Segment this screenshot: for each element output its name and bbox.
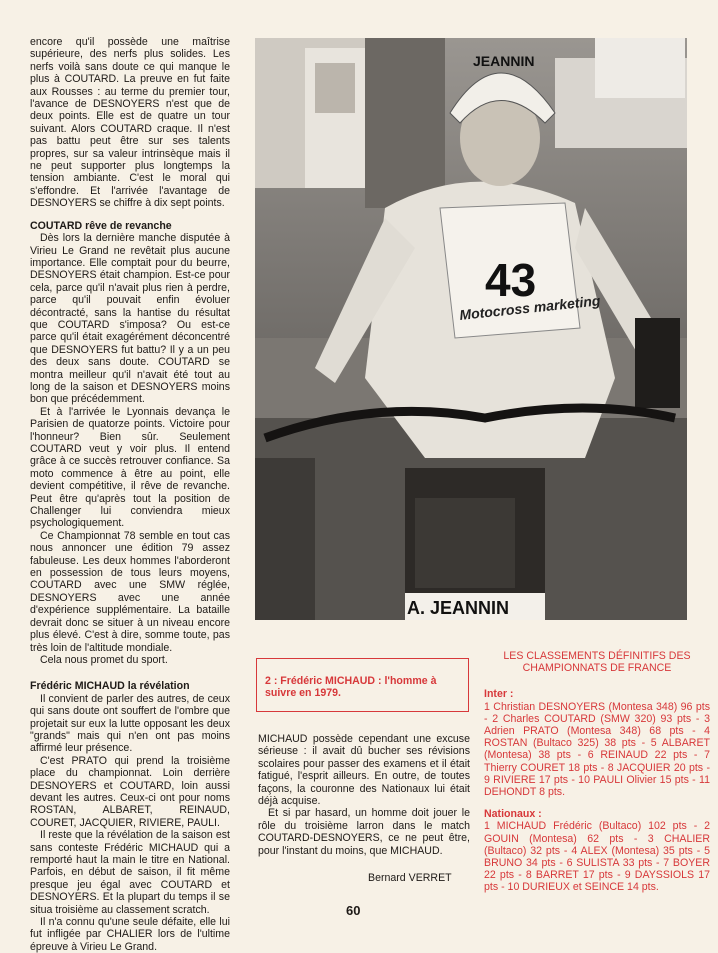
left-article-column [30, 36, 230, 953]
nationaux-results: 1 MICHAUD Frédéric (Bultaco) 102 pts - 2 GOUIN (Montesa) 62 pts - 3 CHALIER (Bultaco) 32 pts - 4 ALEX (Montesa) 35 pts - 5 BRUNO 34 pts - 6 SULISTA 33 pts - 7 BOYER 22 pts - 8 BARRET 17 pts - 9 DAYSSIOLS 17 pts - 10 DURIEUX et SEINCE 14 pts. [484, 820, 710, 894]
paragraph: Cela nous promet du sport. [40, 653, 168, 666]
intro-paragraph: encore qu'il possède une maîtrise supérieure, des nerfs plus solides. Les nerfs voilà sans doute ce qui manque le plus à COUTARD. La preuve en fut faite aux Rousses : au terme du premier tour, l'avance de DESNOYERS n'est que de deux points. Elle est de quatre un tour suivant. Alors COUTARD craque. Il n'est pas battu peut être sur ses talents propres, sur sa valeur intrinsèque mais il ne peut supporter plus longtemps la tension ambiante. C'est le moral qui s'effondre. Et l'arrivée l'avantage de DESNOYERS se chiffre à dix sept points. [30, 36, 230, 210]
rider-photo [255, 38, 687, 620]
inter-heading: Inter : [484, 688, 514, 701]
bib-number: 43 [485, 254, 537, 306]
paragraph: Dès lors la dernière manche disputée à Virieu Le Grand ne revêtait plus aucune importance. Elle comptait pour du beurre, DESNOYERS était champion. Est-ce pour cela, parce qu'il n'avait plus rien à perdre, parce qu'il pouvait enfin évoluer décontracté, sans la hantise du résultat que COUTARD s'imposa? Ou est-ce parce qu'il était exagérément déconcentré que DESNOYERS fut battu? Il y a un peu des deux sans doute. COUTARD se montra meilleur qu'il n'avait été tout au long de la saison et DESNOYERS moins bon que précédemment. [30, 232, 230, 406]
plate-text: A. JEANNIN [407, 598, 510, 618]
author-signature: Bernard VERRET [368, 872, 452, 884]
paragraph: Il convient de parler des autres, de ceux qui sans doute ont souffert de l'ombre que projetait sur eux la lutte opposant les deux "grands" mais qui n'en ont pas moins affirmé leur présence. [30, 692, 230, 755]
results-title: LES CLASSEMENTS DÉFINITIFS DES CHAMPIONNATS DE FRANCE [503, 650, 691, 675]
page-number: 60 [346, 903, 361, 918]
photo-caption-box [256, 658, 469, 712]
helmet-text: JEANNIN [473, 53, 535, 69]
inter-results: 1 Christian DESNOYERS (Montesa 348) 96 pts - 2 Charles COUTARD (SMW 320) 93 pts - 3 Adrien PRATO (Montesa 348) 68 pts - 4 ROSTAN (Bultaco 325) 38 pts - 5 ALBARET (Montesa) 38 pts - 6 REINAUD 22 pts - 7 Thierry COURET 18 pts - 8 JACQUIER 20 pts - 9 RIVIERE 17 pts - 10 PAULI Olivier 15 pts - 11 DEHONDT 8 pts. [484, 700, 710, 799]
paragraph: C'est PRATO qui prend la troisième place du championnat. Loin derrière DESNOYERS et COUTARD, loin aussi devant les autres. Ceux-ci ont pour noms ROSTAN, ALBARET, REINAUD, COURET, JACQUIER, RIVIERE, PAULI. [30, 754, 230, 829]
subheading-michaud-revelation: Frédéric MICHAUD la révélation [30, 680, 190, 693]
bib-text: Motocross marketing [458, 292, 602, 323]
paragraph: Ce Championnat 78 semble en tout cas nous annoncer une édition 79 assez fabuleuse. Les deux hommes l'aborderont en possession de tous leurs moyens, COUTARD avec une SMW réglée, DESNOYERS avec une année d'expérience supplémentaire. La bataille devrait donc se situer à un niveau encore plus élevé. C'est à dire, somme toute, pas très loin de l'altitude mondiale. [30, 529, 230, 654]
paragraph: Il reste que la révélation de la saison est sans conteste Frédéric MICHAUD qui a remporté haut la main le titre en National. Parfois, en début de saison, il fit même presque jeu égal avec COUTARD et DESNOYERS. Et la plupart du temps il se situa troisième au classement scratch. [30, 829, 230, 916]
subheading-coutard-revanche: COUTARD rêve de revanche [30, 219, 172, 232]
middle-article-column [258, 733, 470, 857]
nationaux-heading: Nationaux : [484, 808, 542, 821]
paragraph: Il n'a connu qu'une seule défaite, elle lui fut infligée par CHALIER lors de l'ultime épreuve à Virieu Le Grand. [30, 916, 230, 953]
paragraph: MICHAUD possède cependant une excuse sérieuse : il avait dû bucher ses révisions scolaires pour passer des examens et il était fatigué, l'esprit ailleurs. En outre, de toutes façons, la couronne des Nationaux lui était déjà acquise. [258, 733, 470, 808]
results-sidebar [484, 650, 710, 894]
paragraph: Et si par hasard, un homme doit jouer le rôle du troisième larron dans le match COUTARD-DESNOYERS, ce ne peut être, pour l'instant du moins, que MICHAUD. [258, 807, 470, 857]
rider-photo-illustration [255, 38, 687, 620]
paragraph: Et à l'arrivée le Lyonnais devança le Parisien de quatorze points. Victoire pour l'honneur? Bien sûr. Seulement COUTARD veut y voir plus. Il entend grâce à ce succès retrouver confiance. Sa moto commence à être au point, elle devient compétitive, il rêve de revanche. Peut être qu'après tout la position de Challenger lui conviendra mieux psychologiquement. [30, 405, 230, 530]
photo-caption: 2 : Frédéric MICHAUD : l'homme à suivre en 1979. [265, 675, 437, 699]
